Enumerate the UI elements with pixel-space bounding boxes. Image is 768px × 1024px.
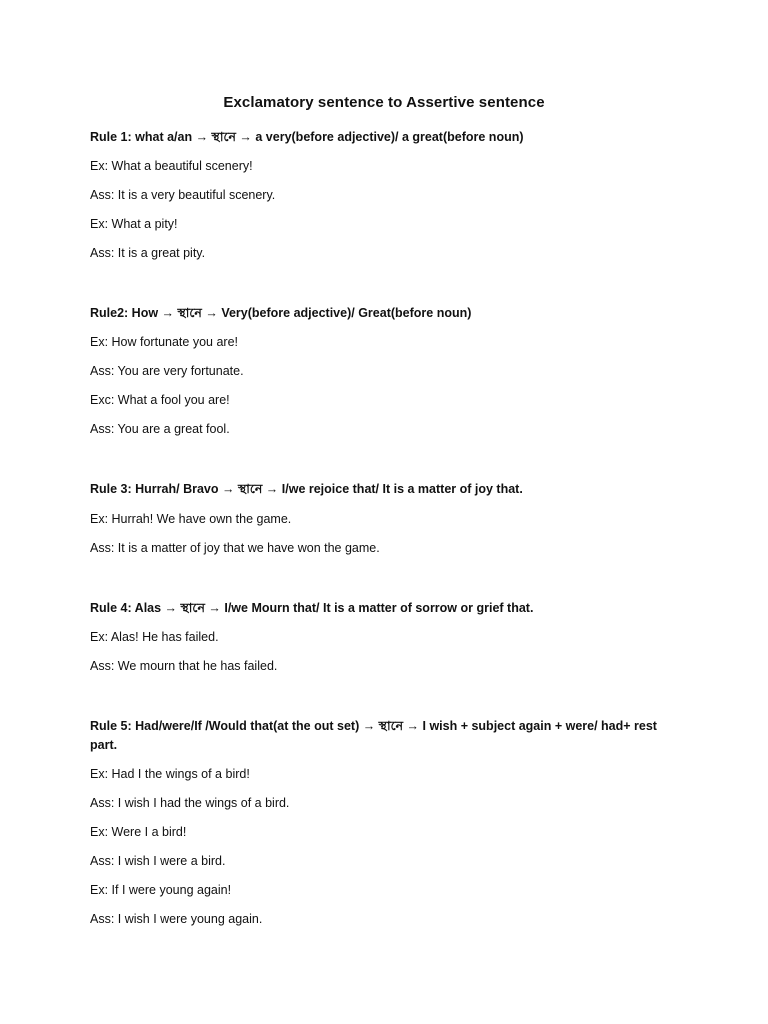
- rule-1-example-1: Ex: What a beautiful scenery!: [90, 159, 253, 173]
- rule-1-heading: Rule 1: what a/an → স্থানে → a very(before adjective)/ a great(before noun): [90, 130, 524, 144]
- rule-3-example-2: Ass: It is a matter of joy that we have won the game.: [90, 541, 380, 555]
- rule-5-example-1: Ex: Had I the wings of a bird!: [90, 767, 250, 781]
- rule-2-example-3: Exc: What a fool you are!: [90, 393, 230, 407]
- rule-1-example-3: Ex: What a pity!: [90, 217, 178, 231]
- rule-5-heading: Rule 5: Had/were/If /Would that(at the out set) → স্থানে → I wish + subject again + were/ had+ rest part.: [90, 719, 657, 752]
- rule-1-example-2: Ass: It is a very beautiful scenery.: [90, 188, 276, 202]
- rule-3-example-1: Ex: Hurrah! We have own the game.: [90, 512, 292, 526]
- rule-2-heading: Rule2: How → স্থানে → Very(before adjective)/ Great(before noun): [90, 306, 472, 320]
- rule-2-example-1: Ex: How fortunate you are!: [90, 335, 238, 349]
- rule-3-heading: Rule 3: Hurrah/ Bravo → স্থানে → I/we rejoice that/ It is a matter of joy that.: [90, 482, 523, 496]
- rule-5-example-4: Ass: I wish I were a bird.: [90, 854, 226, 868]
- document-title: Exclamatory sentence to Assertive sentence: [223, 94, 545, 111]
- rule-5-example-3: Ex: Were I a bird!: [90, 825, 187, 839]
- rule-5-example-2: Ass: I wish I had the wings of a bird.: [90, 796, 290, 810]
- rule-4-example-1: Ex: Alas! He has failed.: [90, 630, 219, 644]
- rule-1-example-4: Ass: It is a great pity.: [90, 246, 206, 260]
- rule-4-example-2: Ass: We mourn that he has failed.: [90, 659, 278, 673]
- rule-4-heading: Rule 4: Alas → স্থানে → I/we Mourn that/ It is a matter of sorrow or grief that.: [90, 601, 534, 615]
- rule-5-example-5: Ex: If I were young again!: [90, 883, 232, 897]
- rule-2-example-2: Ass: You are very fortunate.: [90, 364, 244, 378]
- rule-2-example-4: Ass: You are a great fool.: [90, 422, 230, 436]
- rule-5-example-6: Ass: I wish I were young again.: [90, 912, 263, 926]
